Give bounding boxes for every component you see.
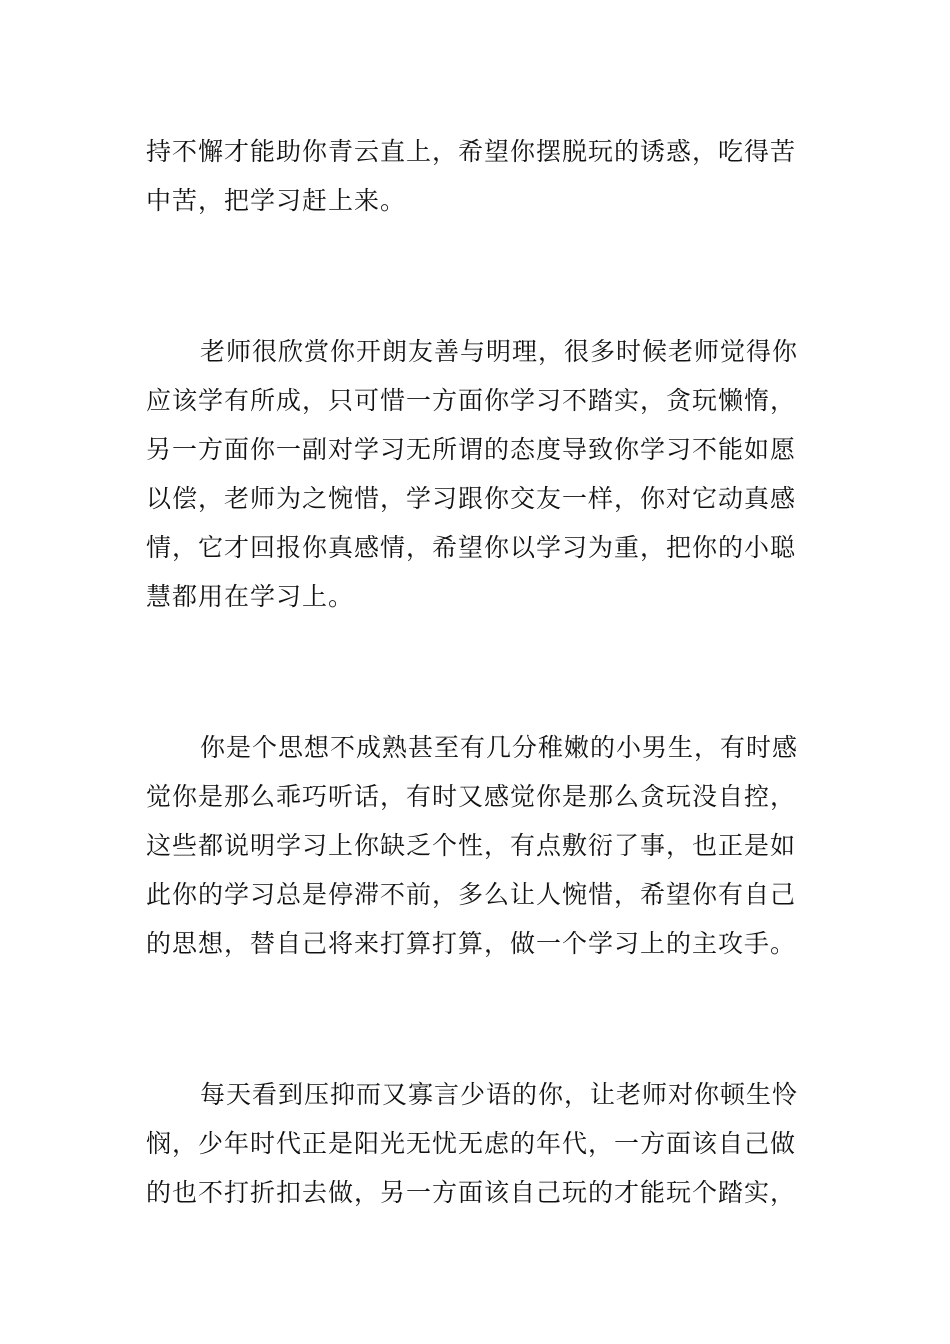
paragraph-1 [146, 127, 806, 225]
paragraph-line: 持不懈才能助你青云直上，希望你摆脱玩的诱惑，吃得苦 [146, 137, 797, 166]
paragraph-line: 以偿，老师为之惋惜，学习跟你交友一样，你对它动真感 [146, 484, 797, 513]
paragraph-line: 另一方面你一副对学习无所谓的态度导致你学习不能如愿 [146, 435, 797, 464]
paragraph-line: 老师很欣赏你开朗友善与明理，很多时候老师觉得你 [200, 337, 799, 366]
paragraph-line: 的也不打折扣去做，另一方面该自己玩的才能玩个踏实， [146, 1178, 797, 1207]
paragraph-line: 慧都用在学习上。 [146, 582, 355, 611]
paragraph-line: 应该学有所成，只可惜一方面你学习不踏实，贪玩懒惰， [146, 386, 797, 415]
paragraph-line: 中苦，把学习赶上来。 [146, 186, 407, 215]
paragraph-line: 每天看到压抑而又寡言少语的你，让老师对你顿生怜 [200, 1080, 799, 1109]
paragraph-line: 你是个思想不成熟甚至有几分稚嫩的小男生，有时感 [200, 733, 799, 762]
paragraph-2 [146, 327, 806, 621]
paragraph-line: 觉你是那么乖巧听话，有时又感觉你是那么贪玩没自控， [146, 782, 797, 811]
paragraph-line: 这些都说明学习上你缺乏个性，有点敷衍了事，也正是如 [146, 831, 797, 860]
paragraph-line: 此你的学习总是停滞不前，多么让人惋惜，希望你有自己 [146, 880, 797, 909]
paragraph-line: 的思想，替自己将来打算打算，做一个学习上的主攻手。 [146, 929, 797, 958]
paragraph-4 [146, 1070, 806, 1217]
paragraph-3 [146, 723, 806, 968]
paragraph-line: 情，它才回报你真感情，希望你以学习为重，把你的小聪 [146, 533, 797, 562]
paragraph-line: 悯，少年时代正是阳光无忧无虑的年代，一方面该自己做 [146, 1129, 797, 1158]
